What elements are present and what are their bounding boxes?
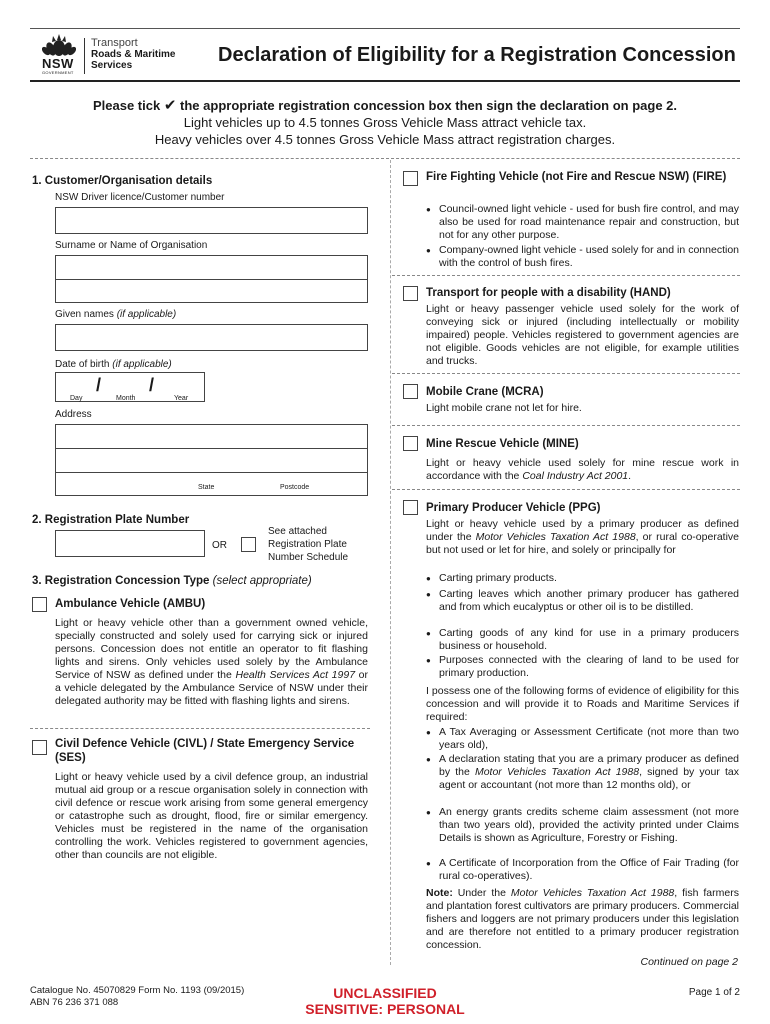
logo-nsw-text: NSW [42,56,74,71]
ppg-evidence-3: ● An energy grants credits scheme claim assessment (not more than two years old), provided the activity printed under Claims Details is shown as Agriculture, Forestry or Fishing. [426,806,739,845]
ppg-evidence-1: ● A Tax Averaging or Assessment Certificate (not more than two years old), [426,726,739,752]
dob-label-text: Date of birth [55,359,110,370]
classification-marking [285,985,485,1017]
ppg-intro-a: Light or heavy vehicle used by a primary producer as defined under the [426,518,739,543]
given-names-label [55,309,176,320]
waratah-icon [42,34,76,58]
civil-defence-description: Light or heavy vehicle used by a civil defence group, an industrial mutual aid group or a rescue organisation solely in connection with civil defence or rescue work arising from some general emergency or catastrophe such as drought, flood, fire or similar emergency. Vehicles must be registered in the name of the organisation controlling the work. Vehicles registered to government agencies, other than councils are not eligible. [55,771,368,861]
disability-transport-checkbox[interactable] [403,286,418,301]
abn-number: ABN 76 236 371 088 [30,997,119,1008]
mine-act: Coal Industry Act 2001 [522,470,629,482]
column-divider [390,160,391,965]
civil-defence-title: Civil Defence Vehicle (CIVL) / State Emergency Service (SES) [55,738,355,764]
header-rule [30,80,740,82]
ambulance-separator [30,728,370,729]
logo-line2: Roads & Maritime [91,49,176,60]
disability-transport-title: Transport for people with a disability (HAND) [426,287,671,299]
given-names-note: (if applicable) [116,309,177,320]
ppg-note-label: Note: [426,887,453,899]
ppg-e2-b: , signed by your tax agent or accountant (not more than 12 months old), or [439,766,739,791]
primary-producer-intro [426,518,739,557]
instructions [30,97,740,148]
ppg-evidence-2 [426,753,739,792]
fire-separator [392,275,740,276]
nsw-transport-logo [38,34,188,78]
logo-government-text: GOVERNMENT [42,70,74,75]
attached-line1: See attached [268,526,327,537]
ambulance-text-a: Light or heavy vehicle other than a government owned vehicle, specially constructed and solely used for carrying sick or injured persons. Concession does not entitle an operator to fit flashing lights and sirens. Only vehicles used solely by the Ambulance Service of NSW as defined under the [55,617,368,681]
mine-rescue-checkbox[interactable] [403,436,418,451]
attached-schedule-checkbox[interactable] [241,537,256,552]
primary-producer-checkbox[interactable] [403,500,418,515]
ambulance-text-b: or a vehicle delegated by the Ambulance Service of NSW under their delegated authority may be fitted with flashing lights and sirens. [55,669,368,707]
instruction-line2: Light vehicles up to 4.5 tonnes Gross Vehicle Mass attract vehicle tax. [183,115,587,130]
date-of-birth-field[interactable] [55,372,205,402]
ambulance-checkbox[interactable] [32,597,47,612]
address-label: Address [55,409,92,420]
page-number: Page 1 of 2 [688,987,740,998]
ppg-evidence: I possess one of the following forms of evidence of eligibility for this concession and will provide it to Roads and Maritime Services if required: [426,685,739,723]
ppg-note [426,887,739,952]
section-divider [30,158,740,159]
ppg-bullet-2: ● Carting leaves which another primary producer has gathered and from which eucalyptus or other oil is to be distilled. [426,588,739,614]
instruction-line3: Heavy vehicles over 4.5 tonnes Gross Vehicle Mass attract registration charges. [154,132,616,147]
catalogue-number: Catalogue No. 45070829 Form No. 1193 (09/2015) [30,985,245,996]
address-field-row-line-1 [56,448,367,449]
dob-slash-2: / [149,375,155,395]
mine-separator [392,489,740,490]
ppg-bullet-3: ● Carting goods of any kind for use in a primary producers business or household. [426,627,739,653]
dob-year-label: Year [174,395,189,402]
mobile-crane-checkbox[interactable] [403,384,418,399]
surname-field[interactable] [55,255,368,303]
civil-defence-checkbox[interactable] [32,740,47,755]
section3-heading-text: 3. Registration Concession Type [32,575,210,587]
mobile-crane-title: Mobile Crane (MCRA) [426,386,544,398]
postcode-label: Postcode [280,484,310,491]
attached-line3: Number Schedule [268,552,349,563]
ppg-intro-b: , or rural co-operative but not used or let for hire, and solely or principally for [426,531,739,556]
address-field-row-line-2 [56,472,367,473]
dob-day-label: Day [70,395,83,402]
section3-heading [32,575,312,587]
ppg-note-a: Under the [457,887,506,899]
ppg-bullet-1: ● Carting primary products. [426,572,739,585]
dob-slash-1: / [96,375,102,395]
section1-heading: 1. Customer/Organisation details [32,175,213,187]
classification-line1: UNCLASSIFIED [333,985,437,1001]
instruction-prefix: Please tick [92,98,161,113]
top-rule [30,28,740,29]
state-label: State [198,484,215,491]
attached-line2: Registration Plate [268,539,347,550]
tick-icon: ✔ [163,97,177,114]
ppg-bullet-4: ● Purposes connected with the clearing of land to be used for primary production. [426,654,739,680]
hand-separator [392,373,740,374]
surname-field-row-line [56,279,367,280]
mobile-crane-description: Light mobile crane not let for hire. [426,402,582,414]
section3-heading-note: (select appropriate) [212,575,312,587]
logo-line1: Transport [91,37,138,49]
licence-label: NSW Driver licence/Customer number [55,192,225,203]
ppg-intro-act: Motor Vehicles Taxation Act 1988 [475,531,636,543]
ppg-e2-a: A declaration stating that you are a primary producer as defined by the [439,753,739,778]
instruction-main: the appropriate registration concession box then sign the declaration on page 2. [180,98,678,113]
mine-text-b: . [628,470,632,482]
logo-line3: Services [91,60,133,71]
ppg-evidence-4: ● A Certificate of Incorporation from the Office of Fair Trading (for rural co-operatives). [426,857,739,883]
fire-fighting-checkbox[interactable] [403,171,418,186]
fire-fighting-bullet-2: ● Company-owned light vehicle - used solely for and in connection with the control of bush fires. [426,244,739,270]
address-field[interactable] [55,424,368,496]
registration-plate-field[interactable] [55,530,205,557]
mine-rescue-description [426,457,739,483]
ppg-e2-act: Motor Vehicles Taxation Act 1988 [474,766,640,778]
mine-rescue-title: Mine Rescue Vehicle (MINE) [426,438,579,450]
fire-fighting-title: Fire Fighting Vehicle (not Fire and Rescue NSW) (FIRE) [426,171,727,183]
logo-divider [84,38,85,74]
fire-fighting-bullet-1: ● Council-owned light vehicle - used for bush fire control, and may also be used for road maintenance repair and construction, but not for any other purpose. [426,203,739,242]
ambulance-title: Ambulance Vehicle (AMBU) [55,598,206,610]
or-label: OR [212,540,227,551]
continued-note: Continued on page 2 [640,956,738,968]
document-title: Declaration of Eligibility for a Registration Concession [218,44,736,66]
classification-line2: SENSITIVE: PERSONAL [305,1001,465,1017]
ambulance-act: Health Services Act 1997 [235,669,356,681]
attached-schedule-text [268,525,348,564]
ambulance-description [55,617,368,708]
crane-separator [392,425,740,426]
disability-transport-description: Light or heavy passenger vehicle used solely for the work of conveying sick or injured (including intellectually or mobility impaired) people. Vehicles registered to government agencies are not eligible. Goods vehicles are not eligible, for example utilities and trucks. [426,303,739,367]
ppg-note-act: Motor Vehicles Taxation Act 1988 [510,887,675,899]
ppg-note-b: , fish farmers and plantation forest cultivators are primary producers. Commercial fishers and loggers are not primary producers under this legislation and are therefore not entitled to a primary producer registration concession. [426,887,739,951]
section2-heading: 2. Registration Plate Number [32,514,190,526]
given-names-field[interactable] [55,324,368,351]
dob-note: (if applicable) [112,359,172,370]
footer-catalogue [30,985,244,1009]
mine-text-a: Light or heavy vehicle used solely for mine rescue work in accordance with the [426,457,739,482]
dob-label [55,359,172,370]
given-names-label-text: Given names [55,309,114,320]
primary-producer-title: Primary Producer Vehicle (PPG) [426,502,601,514]
surname-label: Surname or Name of Organisation [55,240,208,251]
licence-number-field[interactable] [55,207,368,234]
dob-month-label: Month [116,395,136,402]
